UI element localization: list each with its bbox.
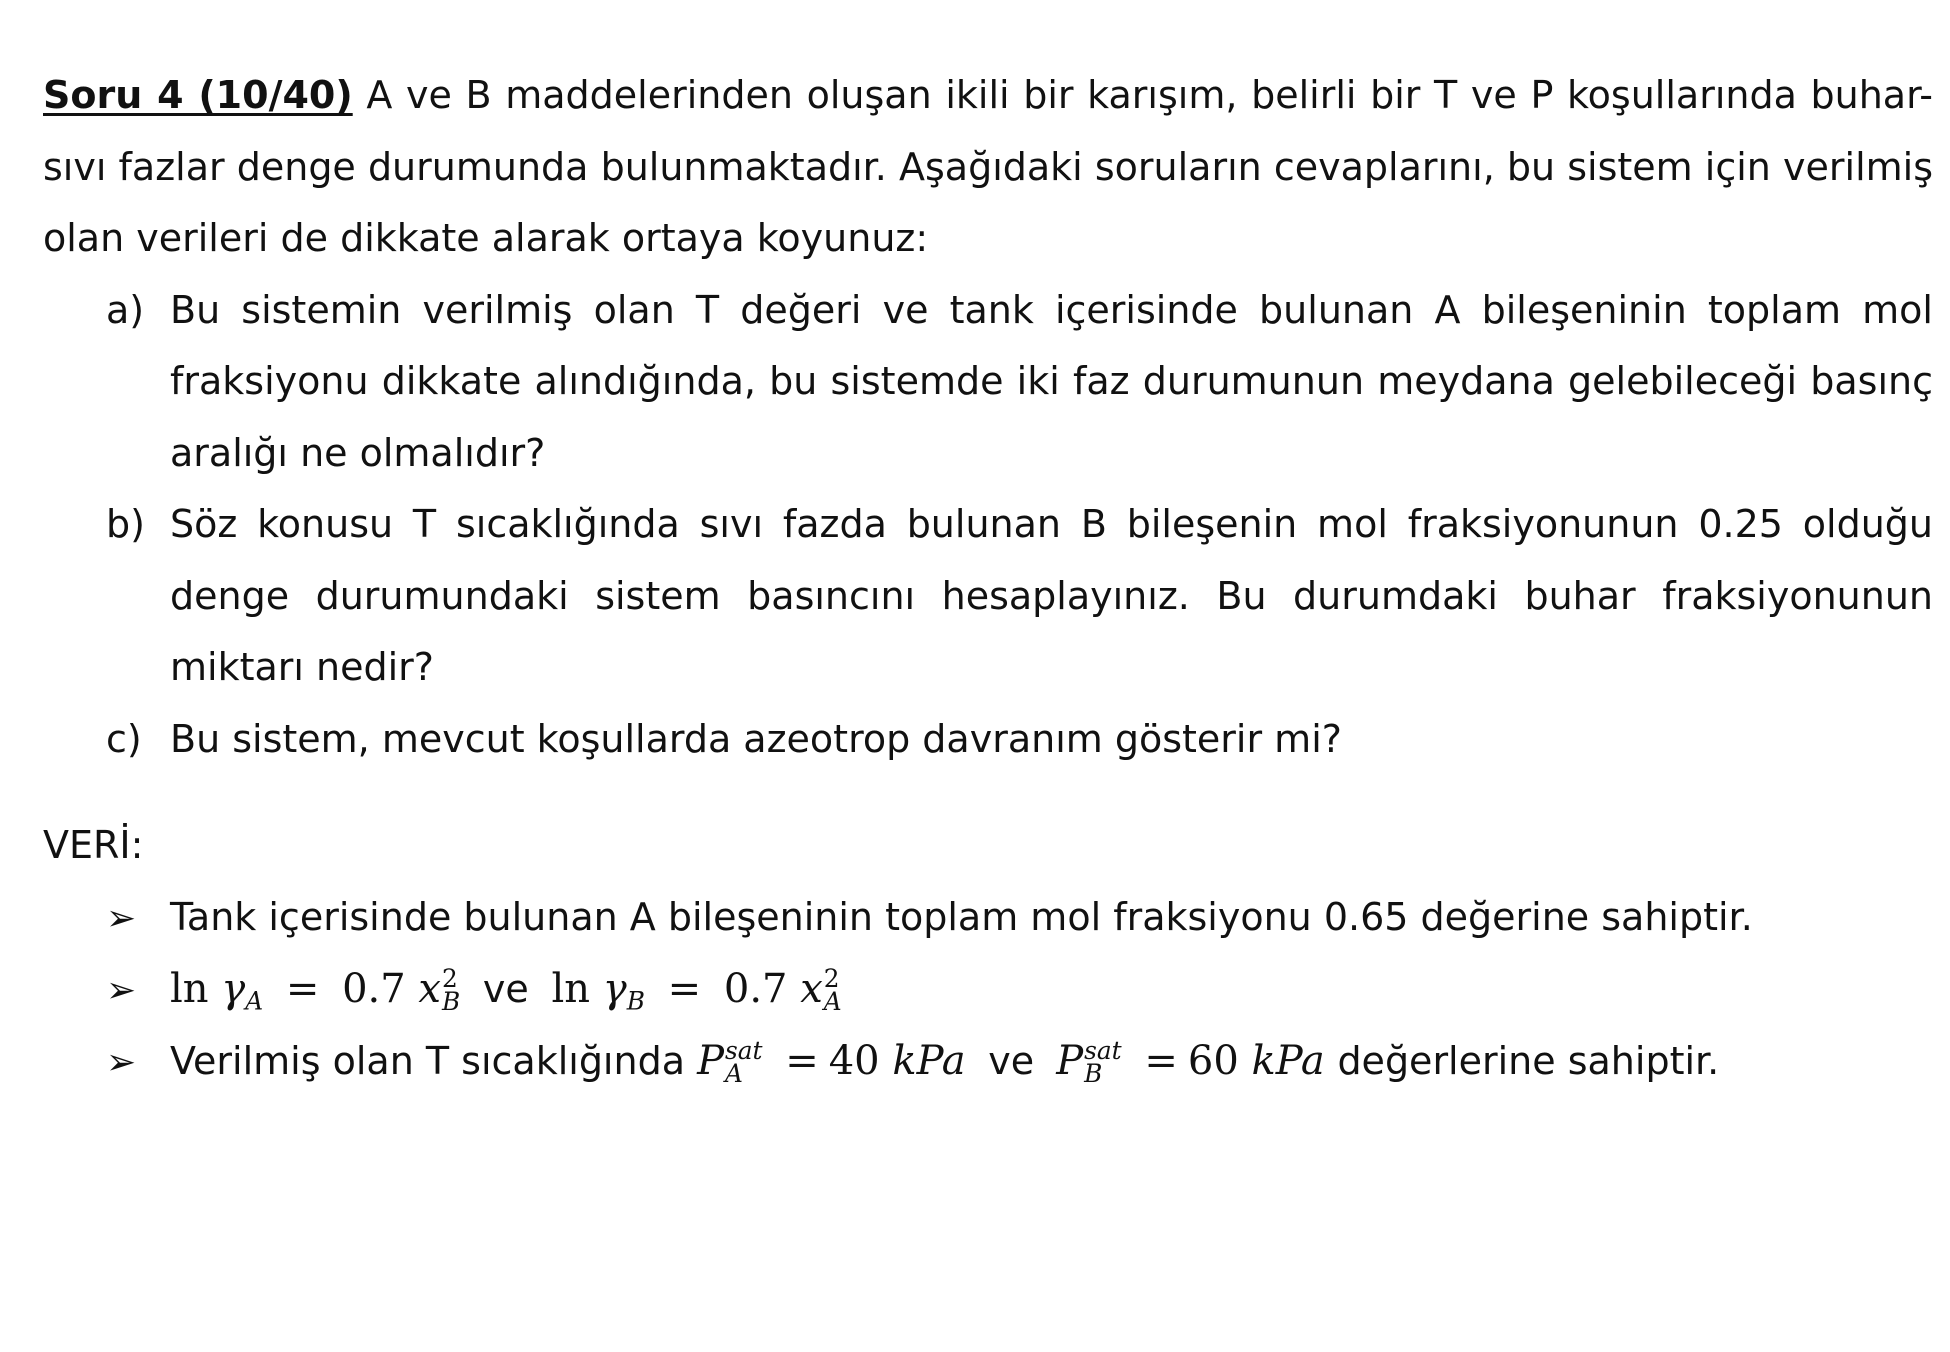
- arrow-bullet-icon: ➢: [106, 897, 137, 939]
- subscript-a: A: [245, 985, 264, 1015]
- psat-b-value: 60: [1187, 1037, 1239, 1084]
- coefficient: 0.7: [723, 965, 788, 1012]
- x-symbol: x: [800, 965, 823, 1012]
- equals-sign: =: [1144, 1037, 1178, 1084]
- connector-word: ve: [988, 1038, 1035, 1083]
- psat-a-value: 40: [828, 1037, 880, 1084]
- exponent: 2: [823, 963, 840, 993]
- coefficient: 0.7: [342, 965, 406, 1012]
- question-intro: [43, 60, 1933, 275]
- subscript-b: B: [1084, 1059, 1103, 1089]
- sub-question-marker: a): [106, 287, 145, 332]
- psat-b-expression: [1056, 1035, 1337, 1089]
- unit: kPa: [892, 1037, 966, 1084]
- question-intro-text: A ve B maddelerinden oluşan ikili bir karışım, belirli bir T ve P koşullarında buhar-sıvı fazlar denge durumunda bulunmaktadır. Aşağıdaki soruların cevaplarını, bu sistem için verilmiş olan verileri de dikkate alarak ortaya koyunuz:: [43, 73, 1933, 260]
- bullet-text: Tank içerisinde bulunan A bileşeninin toplam mol fraksiyonu 0.65 değerine sahiptir.: [170, 894, 1753, 939]
- sub-question-list: [43, 275, 1933, 776]
- connector-word: ve: [482, 966, 529, 1011]
- sub-question-text: Bu sistemin verilmiş olan T değeri ve tank içerisinde bulunan A bileşeninin toplam mol fraksiyonu dikkate alındığında, bu sistemde iki faz durumunun meydana gelebileceği basınç aralığı ne olmalıdır?: [170, 287, 1933, 475]
- data-bullet-saturation-pressures: [43, 1026, 1933, 1098]
- sat-superscript: sat: [725, 1035, 763, 1065]
- equals-sign: =: [785, 1037, 819, 1084]
- p-symbol: P: [697, 1037, 725, 1084]
- bullet-lead-text: Verilmiş olan T sıcaklığında: [170, 1038, 685, 1083]
- activity-coefficient-equations: [170, 954, 1933, 1037]
- sub-question-text: Bu sistem, mevcut koşullarda azeotrop davranım gösterir mi?: [170, 716, 1342, 761]
- supsub: [1084, 1035, 1122, 1089]
- equals-sign: =: [285, 965, 320, 1012]
- question-heading: Soru 4 (10/40): [43, 73, 353, 117]
- sat-superscript: sat: [1084, 1035, 1122, 1065]
- subscript-b: B: [441, 987, 461, 1017]
- subscript-b: B: [626, 985, 645, 1015]
- ln-symbol: ln: [551, 965, 591, 1012]
- sub-question-marker: c): [106, 716, 142, 761]
- ln-symbol: ln: [170, 965, 209, 1012]
- p-symbol: P: [1056, 1037, 1084, 1084]
- bullet-tail-text: değerlerine sahiptir.: [1337, 1038, 1720, 1083]
- x-symbol: x: [418, 965, 441, 1012]
- supsub: [823, 963, 842, 1017]
- psat-a-expression: [697, 1035, 978, 1089]
- data-bullet-activity-equations: [43, 954, 1933, 1026]
- sub-question-a: [43, 275, 1933, 490]
- sub-question-text: Söz konusu T sıcaklığında sıvı fazda bulunan B bileşenin mol fraksiyonunun 0.25 olduğu denge durumundaki sistem basıncını hesaplayınız. Bu durumdaki buhar fraksiyonunun miktarı nedir?: [170, 502, 1933, 689]
- supsub: [441, 963, 461, 1017]
- gamma-symbol: γ: [221, 965, 246, 1012]
- arrow-bullet-icon: ➢: [106, 1041, 137, 1083]
- equals-sign: =: [667, 965, 702, 1012]
- unit: kPa: [1251, 1037, 1325, 1084]
- saturation-pressure-text: [170, 1026, 1933, 1098]
- data-bullet-list: [43, 882, 1933, 1098]
- subscript-a: A: [823, 987, 842, 1017]
- gamma-symbol: γ: [602, 965, 627, 1012]
- subscript-a: A: [725, 1059, 743, 1089]
- exponent: 2: [441, 963, 458, 993]
- data-section-label: VERİ:: [43, 823, 144, 867]
- sub-question-c: [43, 704, 1933, 776]
- data-bullet-total-fraction: [43, 882, 1933, 954]
- sub-question-marker: b): [106, 502, 145, 546]
- question-document: [43, 60, 1933, 1098]
- supsub: [725, 1035, 763, 1089]
- arrow-bullet-icon: ➢: [106, 969, 137, 1011]
- sub-question-b: [43, 489, 1933, 704]
